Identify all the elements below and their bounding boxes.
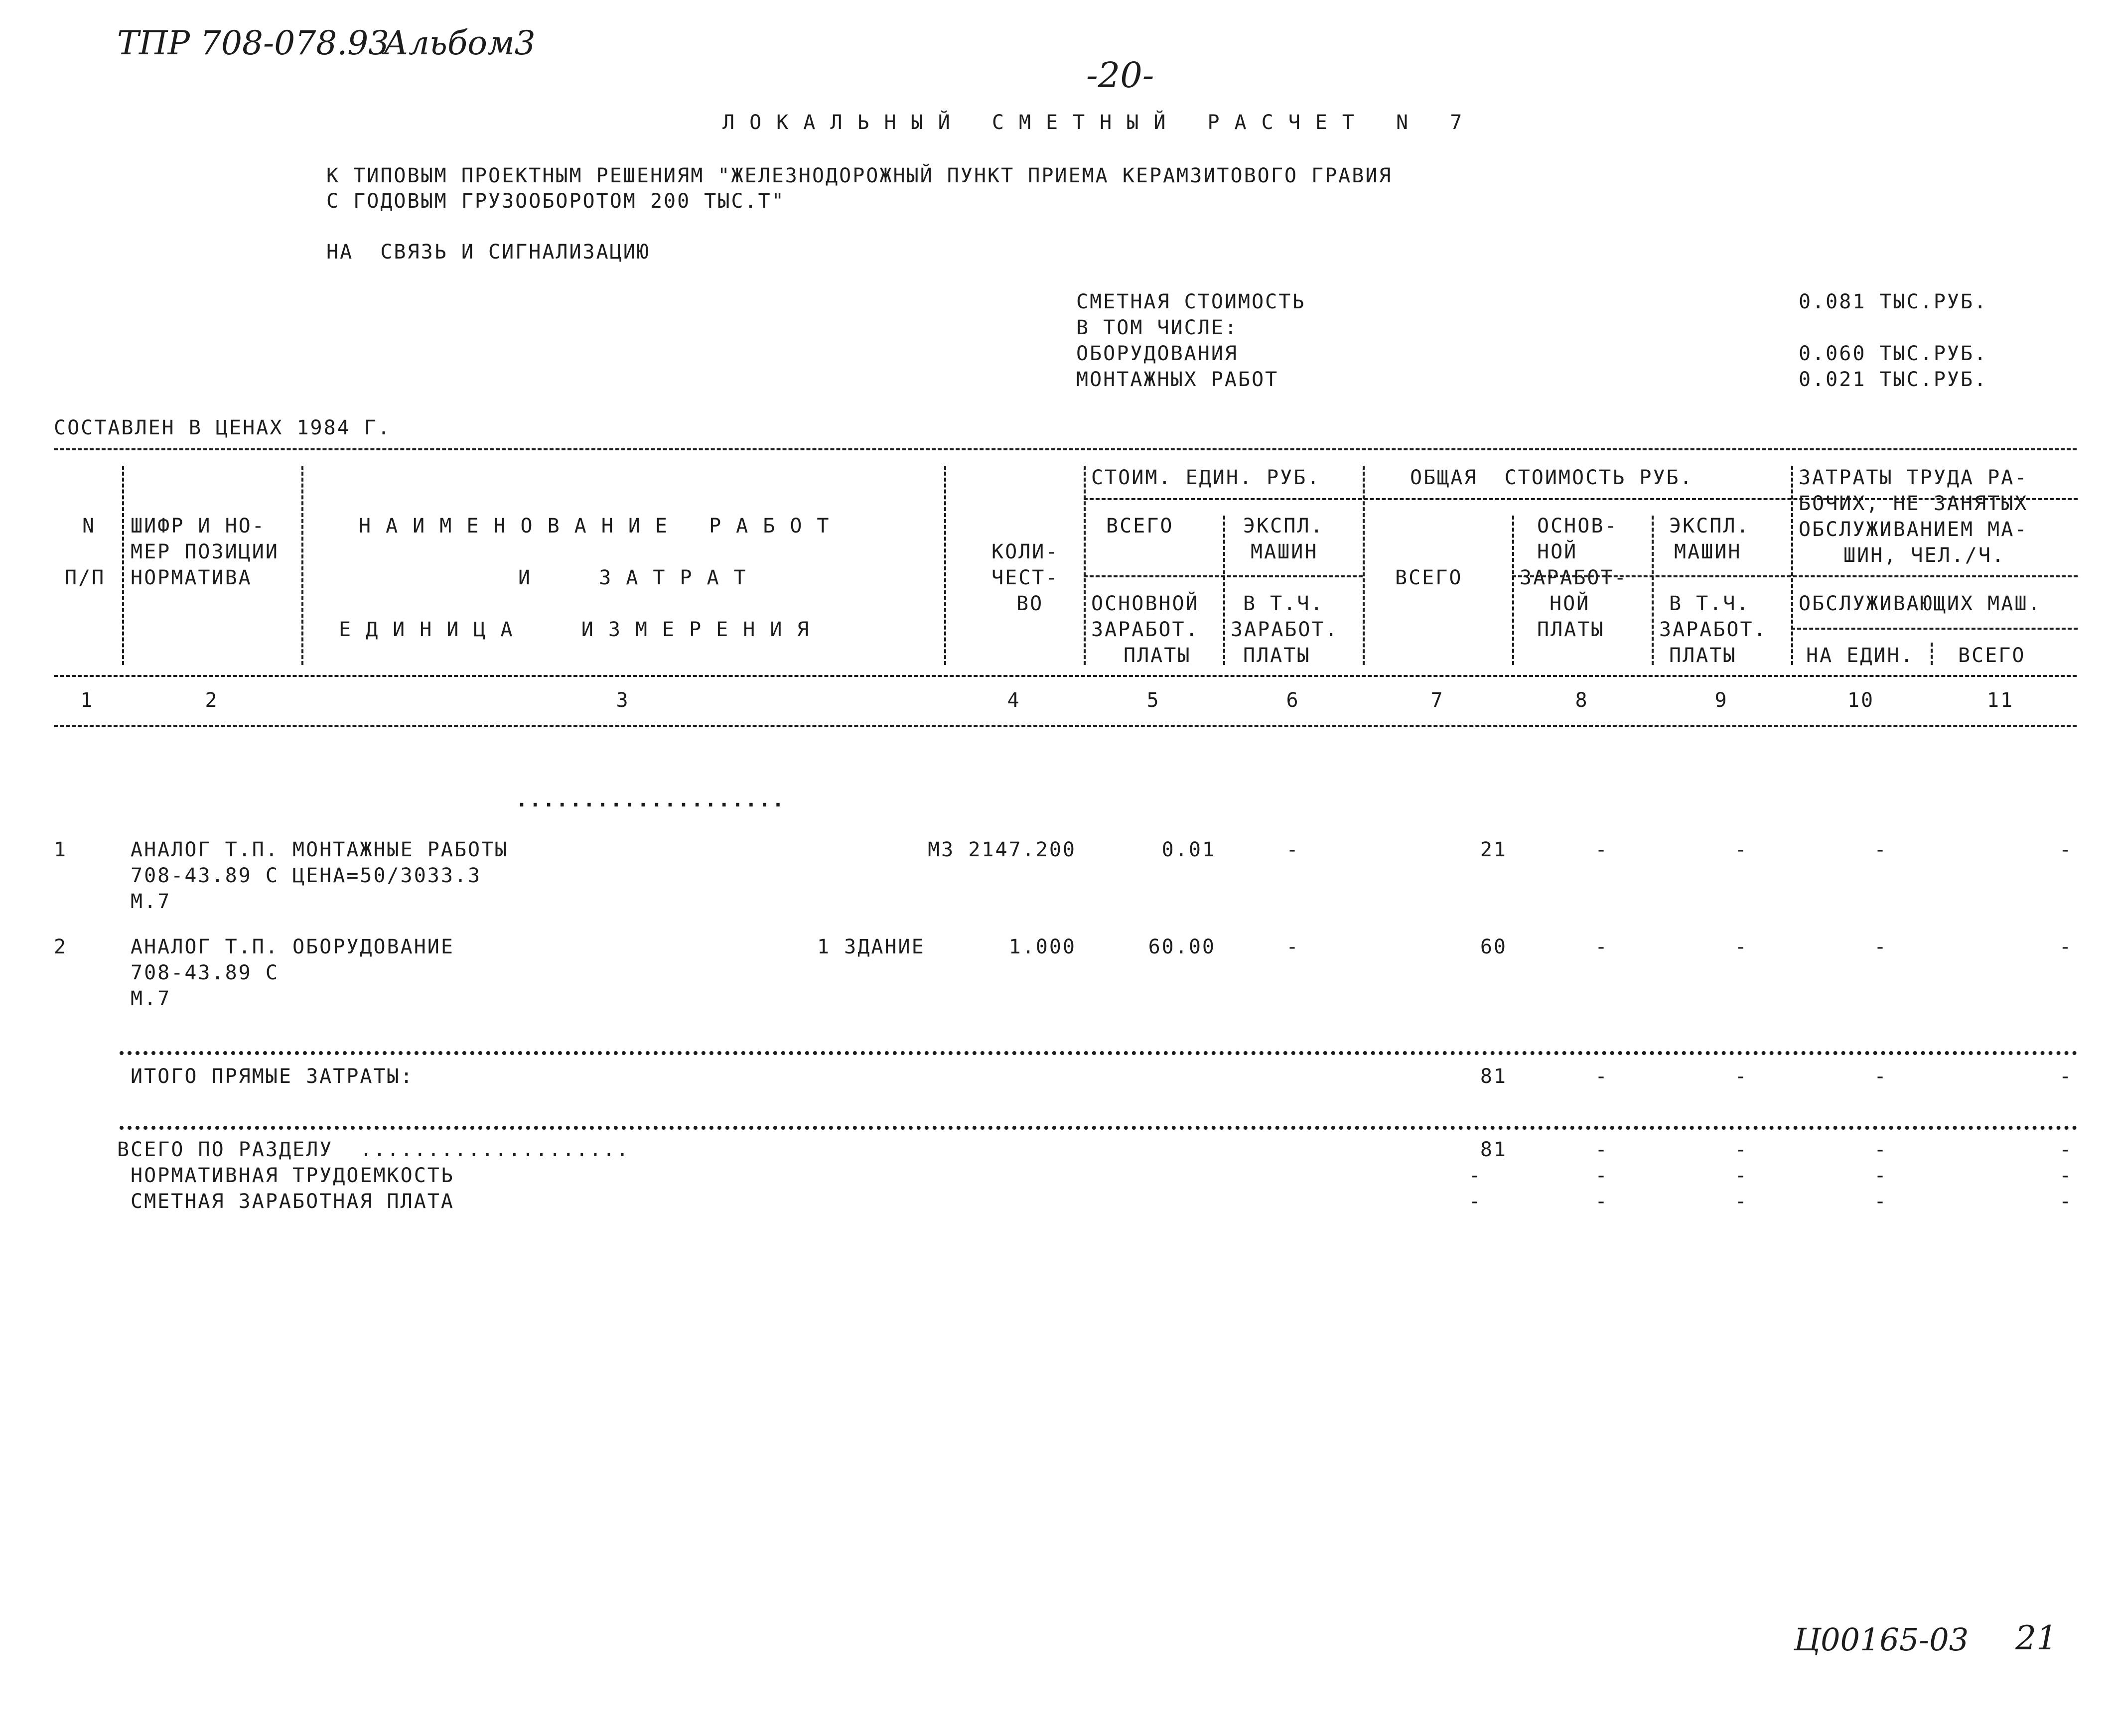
labor-intensity-value: -: [1874, 1164, 1888, 1187]
row-labor-unit: -: [1874, 838, 1888, 861]
col-5-header: ОСНОВНОЙ: [1091, 592, 1199, 615]
column-divider: [1084, 466, 1086, 665]
section-total-rule: [120, 1126, 2078, 1130]
purpose-line: НА СВЯЗЬ И СИГНАЛИЗАЦИЮ: [326, 241, 650, 264]
col-number: 2: [205, 689, 219, 712]
row-machines: -: [1734, 935, 1748, 958]
col-9-header: ЭКСПЛ.: [1669, 515, 1750, 537]
col-5-header: ЗАРАБОТ.: [1091, 618, 1199, 641]
row-machine-cost: -: [1286, 838, 1300, 861]
labor-intensity-value: -: [2059, 1164, 2073, 1187]
handwritten-page-total: 21: [2015, 1619, 2057, 1657]
col-number: 3: [616, 689, 630, 712]
table-header-rule: [54, 675, 2077, 677]
total-cost-header: ОБЩАЯ СТОИМОСТЬ РУБ.: [1410, 466, 1694, 489]
col-number: 8: [1575, 689, 1589, 712]
row-unit-cost: 0.01: [1161, 838, 1216, 861]
direct-costs-labor-unit: -: [1874, 1065, 1888, 1088]
labor-intensity-value: -: [1468, 1164, 1482, 1187]
estimated-wage-value: -: [1874, 1190, 1888, 1213]
row-labor-total: -: [2059, 838, 2073, 861]
col-number: 7: [1430, 689, 1444, 712]
section-dots: ....................: [516, 789, 786, 811]
summary-equipment-label: ОБОРУДОВАНИЯ: [1076, 342, 1238, 365]
direct-costs-rule: [120, 1051, 2078, 1055]
labor-header: ШИН, ЧЕЛ./Ч.: [1843, 544, 2005, 567]
col-2-header: МЕР ПОЗИЦИИ: [131, 540, 279, 563]
summary-total-label: СМЕТНАЯ СТОИМОСТЬ: [1076, 290, 1306, 313]
row-unit-cost: 60.00: [1148, 935, 1216, 958]
header-rule: [1084, 575, 1363, 577]
col-8-header: ОСНОВ-: [1537, 515, 1618, 537]
col-3-header: НАИМЕНОВАНИЕ РАБОТ: [359, 515, 844, 537]
column-divider: [944, 466, 946, 665]
row-labor-total: -: [2059, 935, 2073, 958]
row-code: 708-43.89 С ЦЕНА=50/3033.3: [131, 864, 482, 887]
row-code-extra: М.7: [131, 987, 171, 1010]
row-machine-cost: -: [1286, 935, 1300, 958]
col-10-header: НА ЕДИН.: [1806, 644, 1914, 667]
col-9-header: ПЛАТЫ: [1669, 644, 1737, 667]
col-1-header: П/П: [65, 566, 106, 589]
estimated-wage-value: -: [1595, 1190, 1609, 1213]
col-2-header: НОРМАТИВА: [131, 566, 252, 589]
table-numbers-rule: [54, 725, 2077, 727]
section-total-labor-unit: -: [1874, 1138, 1888, 1161]
row-wage: -: [1595, 935, 1609, 958]
estimated-wage-value: -: [2059, 1190, 2073, 1213]
row-labor-unit: -: [1874, 935, 1888, 958]
col-6-header: ПЛАТЫ: [1243, 644, 1311, 667]
labor-header: ОБСЛУЖИВАНИЕМ МА-: [1799, 518, 2028, 541]
column-divider: [1791, 466, 1793, 665]
summary-total-value: 0.081 ТЫС.РУБ.: [1799, 290, 1988, 313]
column-divider: [301, 466, 303, 665]
section-total-labor-total: -: [2059, 1138, 2073, 1161]
col-number: 11: [1986, 689, 2014, 712]
section-total-wage: -: [1595, 1138, 1609, 1161]
col-4-header: ВО: [1016, 592, 1044, 615]
col-number: 5: [1146, 689, 1160, 712]
page-title: ЛОКАЛЬНЫЙ СМЕТНЫЙ РАСЧЕТ N 7: [722, 111, 1477, 134]
direct-costs-total: 81: [1480, 1065, 1507, 1088]
handwritten-archive-code: Ц00165-03: [1794, 1621, 1969, 1658]
header-rule: [1791, 628, 2078, 630]
row-quantity: М3 2147.200: [928, 838, 1076, 861]
row-total: 60: [1480, 935, 1507, 958]
column-divider: [122, 466, 124, 665]
direct-costs-wage: -: [1595, 1065, 1609, 1088]
handwritten-album: Альбом3: [384, 24, 536, 62]
col-4-header: ЧЕСТ-: [991, 566, 1059, 589]
column-divider: [1652, 516, 1654, 665]
labor-intensity-value: -: [1595, 1164, 1609, 1187]
row-code: 708-43.89 С: [131, 961, 279, 984]
col-number: 1: [80, 689, 94, 712]
col-7-header: ВСЕГО: [1395, 566, 1463, 589]
row-quantity: 1.000: [1008, 935, 1076, 958]
col-9-header: В Т.Ч.: [1669, 592, 1750, 615]
direct-costs-machines: -: [1734, 1065, 1748, 1088]
section-total-label: ВСЕГО ПО РАЗДЕЛУ ....................: [117, 1138, 630, 1161]
direct-costs-label: ИТОГО ПРЯМЫЕ ЗАТРАТЫ:: [131, 1065, 414, 1088]
labor-header: БОЧИХ, НЕ ЗАНЯТЫХ: [1799, 492, 2028, 515]
col-1-header: N: [82, 515, 96, 537]
row-number: 2: [54, 935, 68, 958]
row-wage: -: [1595, 838, 1609, 861]
col-6-header: ЗАРАБОТ.: [1231, 618, 1339, 641]
section-total-value: 81: [1480, 1138, 1507, 1161]
prices-note: СОСТАВЛЕН В ЦЕНАХ 1984 Г.: [54, 416, 392, 439]
labor-intensity-label: НОРМАТИВНАЯ ТРУДОЕМКОСТЬ: [131, 1164, 454, 1187]
col-4-header: КОЛИ-: [991, 540, 1059, 563]
column-divider: [1931, 643, 1933, 665]
row-total: 21: [1480, 838, 1507, 861]
col-9-header: МАШИН: [1674, 540, 1742, 563]
col-number: 9: [1714, 689, 1728, 712]
section-total-machines: -: [1734, 1138, 1748, 1161]
handwritten-page-number: -20-: [1086, 55, 1154, 96]
col-8-header: ПЛАТЫ: [1537, 618, 1605, 641]
col-6-header: В Т.Ч.: [1243, 592, 1324, 615]
col-8-header: НОЙ: [1537, 540, 1578, 563]
row-machines: -: [1734, 838, 1748, 861]
subtitle-line-2: С ГОДОВЫМ ГРУЗООБОРОТОМ 200 ТЫС.Т": [326, 190, 785, 213]
col-3-header: И ЗАТРАТ: [518, 566, 761, 589]
estimated-wage-value: -: [1734, 1190, 1748, 1213]
labor-intensity-value: -: [1734, 1164, 1748, 1187]
col-number: 10: [1847, 689, 1875, 712]
handwritten-code: ТПР 708-078.93: [117, 24, 390, 62]
row-unit: 1 ЗДАНИЕ: [817, 935, 925, 958]
table-top-rule: [54, 448, 2077, 450]
col-number: 6: [1286, 689, 1300, 712]
col-9-header: ЗАРАБОТ.: [1659, 618, 1767, 641]
col-8-header: НОЙ: [1550, 592, 1590, 615]
col-6-header: ЭКСПЛ.: [1243, 515, 1324, 537]
row-number: 1: [54, 838, 68, 861]
col-6-header: МАШИН: [1251, 540, 1318, 563]
unit-cost-header: СТОИМ. ЕДИН. РУБ.: [1091, 466, 1321, 489]
col-8-header: ЗАРАБОТ-: [1520, 566, 1628, 589]
summary-equipment-value: 0.060 ТЫС.РУБ.: [1799, 342, 1988, 365]
direct-costs-labor-total: -: [2059, 1065, 2073, 1088]
col-5-header: ВСЕГО: [1106, 515, 1174, 537]
col-2-header: ШИФР И НО-: [131, 515, 266, 537]
row-code-extra: М.7: [131, 890, 171, 913]
col-5-header: ПЛАТЫ: [1124, 644, 1191, 667]
summary-installation-value: 0.021 ТЫС.РУБ.: [1799, 368, 1988, 391]
labor-header: ЗАТРАТЫ ТРУДА РА-: [1799, 466, 2028, 489]
row-description: АНАЛОГ Т.П. ОБОРУДОВАНИЕ: [131, 935, 454, 958]
column-divider: [1512, 516, 1514, 665]
column-divider: [1223, 516, 1225, 665]
estimated-wage-value: -: [1468, 1190, 1482, 1213]
subtitle-line-1: К ТИПОВЫМ ПРОЕКТНЫМ РЕШЕНИЯМ "ЖЕЛЕЗНОДОРОЖНЫЙ ПУНКТ ПРИЕМА КЕРАМЗИТОВОГО ГРАВИЯ: [326, 164, 1393, 187]
col-3-header: ЕДИНИЦА ИЗМЕРЕНИЯ: [339, 618, 824, 641]
col-11-header: ВСЕГО: [1958, 644, 2026, 667]
row-description: АНАЛОГ Т.П. МОНТАЖНЫЕ РАБОТЫ: [131, 838, 509, 861]
column-divider: [1363, 466, 1365, 665]
labor-sub-header: ОБСЛУЖИВАЮЩИХ МАШ.: [1799, 592, 2042, 615]
summary-including-label: В ТОМ ЧИСЛЕ:: [1076, 316, 1238, 339]
col-number: 4: [1007, 689, 1021, 712]
estimated-wage-label: СМЕТНАЯ ЗАРАБОТНАЯ ПЛАТА: [131, 1190, 454, 1213]
summary-installation-label: МОНТАЖНЫХ РАБОТ: [1076, 368, 1279, 391]
